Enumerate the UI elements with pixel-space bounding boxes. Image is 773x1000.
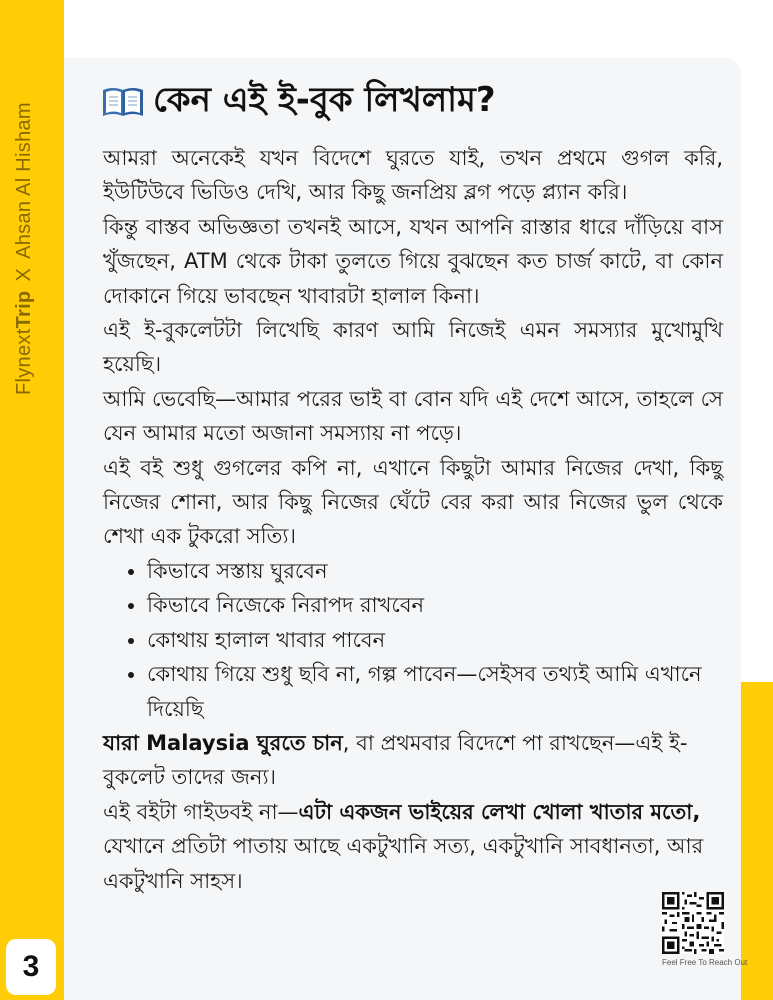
page-number: 3 [6,939,56,995]
paragraph: কিন্তু বাস্তব অভিজ্ঞতা তখনই আসে, যখন আপনি রাস্তার ধারে দাঁড়িয়ে বাস খুঁজছেন, ATM থেকে টাকা তুলতে গিয়ে বুঝছেন কত চার্জ কাটে, বা কোন দোকানে গিয়ে ভাবছেন খাবারটা হালাল কিনা। [103,214,723,308]
right-accent-bar [741,682,773,1000]
brand-fly: Flynext [13,328,35,395]
paragraph: এই ই-বুকলেটটা লিখেছি কারণ আমি নিজেই এমন সমস্যার মুখোমুখি হয়েছি। [103,318,723,377]
body-text [103,141,723,898]
audience-paragraph [103,726,723,795]
list-item: • কিভাবে সস্তায় ঘুরবেন [147,554,723,588]
qr-code-icon[interactable] [662,892,724,954]
brand-trip: Trip [13,290,35,329]
paragraph: আমরা অনেকেই যখন বিদেশে ঘুরতে যাই, তখন প্রথমে গুগল করি, ইউটিউবে ভিডিও দেখি, আর কিছু জনপ্রিয় ব্লগ পড়ে প্ল্যান করি। [103,146,723,205]
brand-separator: X [13,267,35,282]
paragraph: এই বই শুধু গুগলের কপি না, এখানে কিছুটা আমার নিজের দেখা, কিছু নিজের শোনা, আর কিছু নিজের ঘেঁটে বের করা আর নিজের ভুল থেকে শেখা এক টুকরো সত্যি। [103,455,723,549]
list-item: • কিভাবে নিজেকে নিরাপদ রাখবেন [147,588,723,622]
title-text: কেন এই ই-বুক লিখলাম? [153,79,496,120]
closing-paragraph: যেখানে প্রতিটা পাতায় আছে একটুখানি সত্য, একটুখানি সাবধানতা, আর একটুখানি সাহস। [103,834,704,893]
audience-rest: , বা প্রথমবার বিদেশে পা রাখছেন—এই ই-বুকলেট তাদের জন্য। [103,730,688,790]
list-item: • কোথায় হালাল খাবার পাবেন [147,623,723,657]
guide-lead: এই বইটা গাইডবই না— [103,799,299,824]
author-name: Ahsan Al Hisham [13,102,35,259]
bullet-list [103,554,723,726]
brand-vertical-label [10,102,38,395]
audience-bold: যারা Malaysia ঘুরতে চান [103,730,343,755]
open-book-icon [101,84,145,120]
list-item: • কোথায় গিয়ে শুধু ছবি না, গল্প পাবেন—সেইসব তথ্যই আমি এখানে দিয়েছি [147,657,723,726]
paragraph: আমি ভেবেছি—আমার পরের ভাই বা বোন যদি এই দেশে আসে, তাহলে সে যেন আমার মতো অজানা সমস্যায় না পড়ে। [103,386,723,446]
guide-paragraph [103,795,723,829]
qr-caption: Feel Free To Reach Out [662,958,748,967]
page-title [101,74,496,130]
guide-bold: এটা একজন ভাইয়ের লেখা খোলা খাতার মতো, [298,799,701,824]
